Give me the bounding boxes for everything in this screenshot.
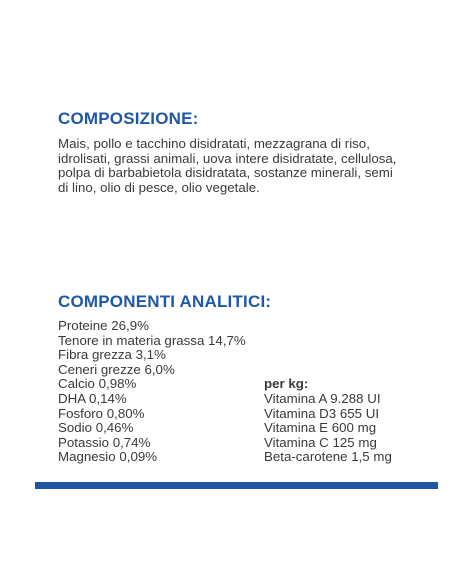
analytical-item: Ceneri grezze 6,0% xyxy=(58,361,175,377)
vitamin-item: Vitamina D3 655 UI xyxy=(264,405,380,421)
vitamin-item: Vitamina E 600 mg xyxy=(264,420,377,436)
analytical-item: Potassio 0,74% xyxy=(58,434,151,450)
composition-title: COMPOSIZIONE: xyxy=(58,109,199,128)
composition-text: Mais, pollo e tacchino disidratati, mezzagrana di riso, idrolisati, grassi animali, uova intere disidratate, cellulosa, polpa di barbabietola disidratata, sostanze minerali, semi di lino, olio di pesce, olio vegetale. xyxy=(58,136,397,195)
analytical-item: DHA 0,14% xyxy=(58,390,127,406)
vitamin-item: Vitamina C 125 mg xyxy=(264,434,377,450)
vitamins-column xyxy=(264,377,392,465)
analytical-item: Magnesio 0,09% xyxy=(58,449,158,465)
vitamin-item: Beta-carotene 1,5 mg xyxy=(264,449,392,465)
analytical-item: Calcio 0,98% xyxy=(58,376,137,392)
per-kg-label: per kg: xyxy=(264,376,309,392)
analytical-item: Proteine 26,9% xyxy=(58,318,149,333)
analytical-item: Fibra grezza 3,1% xyxy=(58,347,166,363)
vitamin-item: Vitamina A 9.288 UI xyxy=(264,390,381,406)
analytical-item: Sodio 0,46% xyxy=(58,420,134,436)
analytical-components-title: COMPONENTI ANALITICI: xyxy=(58,292,272,311)
analytical-item: Fosforo 0,80% xyxy=(58,405,145,421)
analytical-item: Tenore in materia grassa 14,7% xyxy=(58,332,246,348)
bottom-divider-bar xyxy=(35,482,438,489)
analytical-left-column xyxy=(58,319,246,465)
